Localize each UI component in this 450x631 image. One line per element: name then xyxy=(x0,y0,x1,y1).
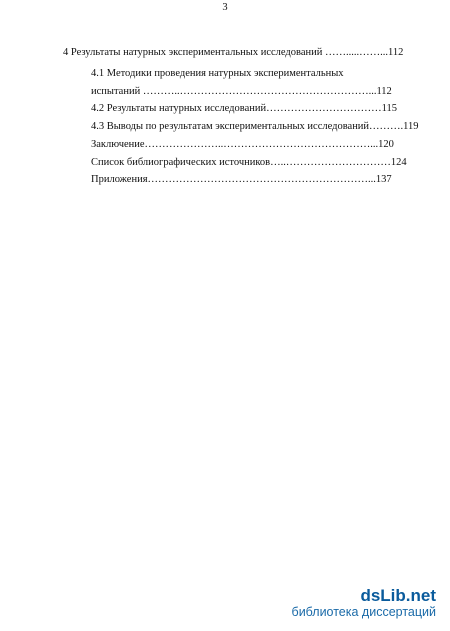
toc-entry-4-1: 4.1 Методики проведения натурных экспериментальных xyxy=(91,68,344,79)
toc-entry-conclusion: Заключение…………………..……………………………………...120 xyxy=(91,139,394,150)
toc-entry-appendices: Приложения………………………………………………………...137 xyxy=(91,174,392,185)
toc-entry-4-2: 4.2 Результаты натурных исследований……………………………115 xyxy=(91,103,397,114)
watermark-brand: dsLib.net xyxy=(360,586,436,605)
toc-entry-4-3: 4.3 Выводы по результатам экспериментальных исследований……….119 xyxy=(91,121,419,132)
watermark-logo xyxy=(292,587,436,619)
toc-entry-chapter-4: 4 Результаты натурных экспериментальных исследований …….....……...112 xyxy=(63,47,404,58)
toc-entry-4-1-continued: испытаний ………..………………………………………………...112 xyxy=(91,86,392,97)
watermark-tagline: библиотека диссертаций xyxy=(291,605,436,619)
page-number: 3 xyxy=(222,2,228,13)
toc-entry-bibliography: Список библиографических источников…..…………………………124 xyxy=(91,157,407,168)
